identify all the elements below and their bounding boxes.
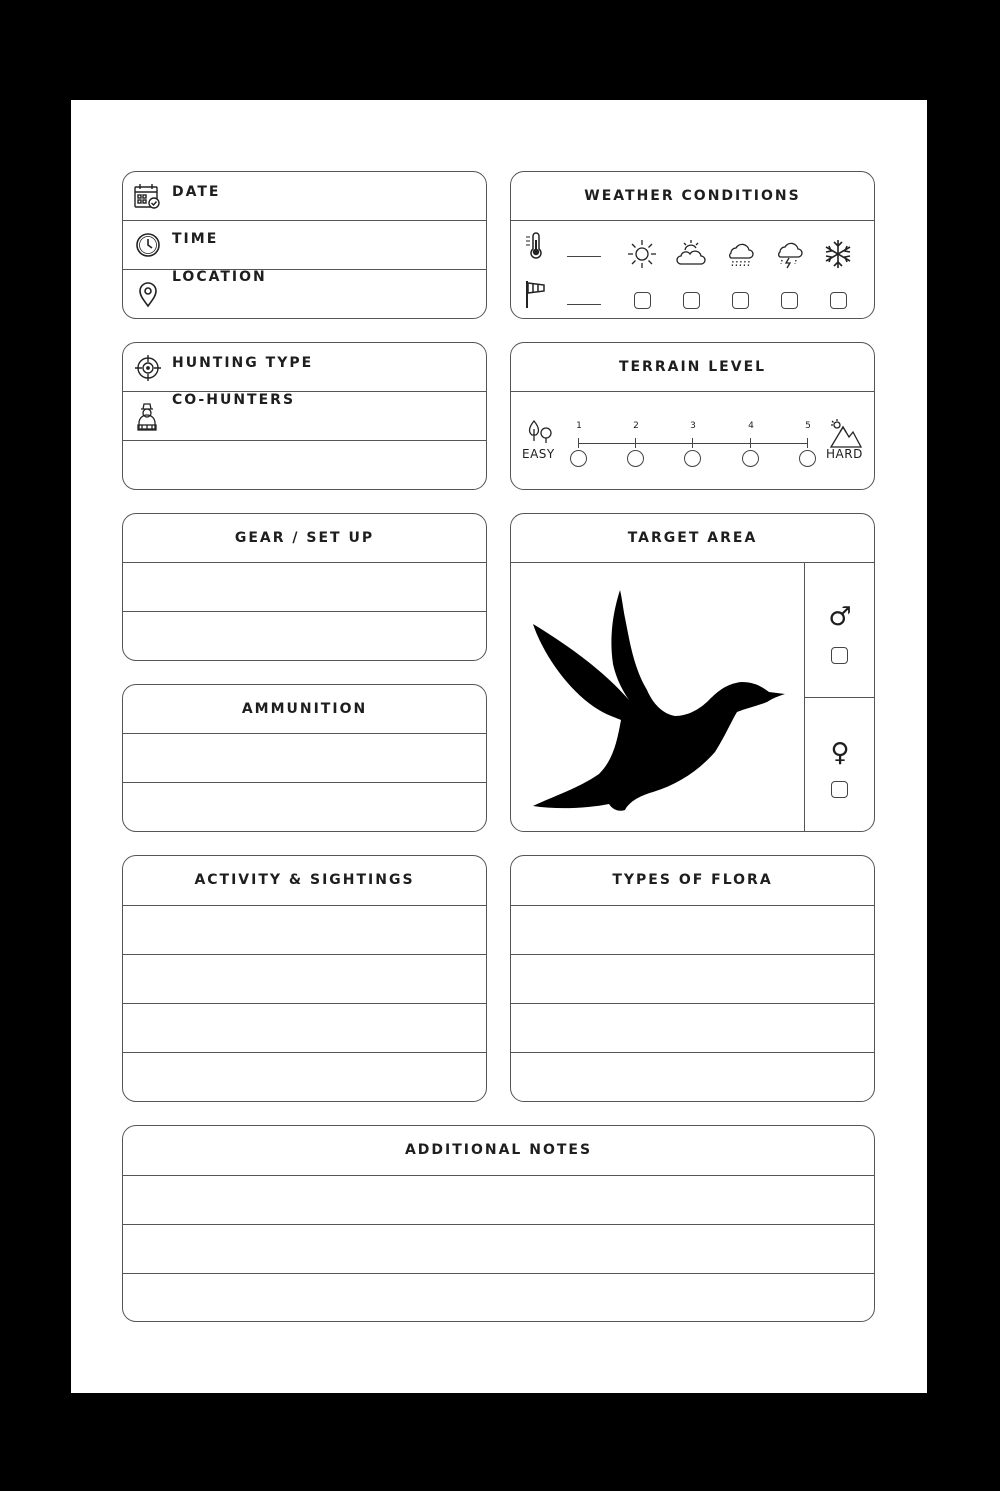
weather-conditions-box xyxy=(510,171,875,319)
wind-sock-icon xyxy=(523,279,549,309)
co-hunters-label: CO-HUNTERS xyxy=(172,392,296,408)
easy-label: EASY xyxy=(522,447,555,461)
scale-tick xyxy=(750,438,751,448)
crosshair-icon xyxy=(134,354,162,382)
hunting-type-label: HUNTING TYPE xyxy=(172,355,314,371)
target-title: TARGET AREA xyxy=(627,530,758,546)
divider xyxy=(123,1224,874,1225)
divider xyxy=(123,733,486,734)
male-checkbox[interactable] xyxy=(831,647,848,664)
ammunition-title: AMMUNITION xyxy=(241,701,368,717)
divider xyxy=(511,1003,874,1004)
hard-label: HARD xyxy=(826,447,863,461)
calendar-icon xyxy=(133,182,161,210)
clock-icon xyxy=(134,231,162,259)
divider xyxy=(511,905,874,906)
types-of-flora-box xyxy=(510,855,875,1102)
divider xyxy=(511,954,874,955)
date-label: DATE xyxy=(172,184,221,200)
divider xyxy=(123,1175,874,1176)
divider xyxy=(511,220,874,221)
activity-title: ACTIVITY & SIGHTINGS xyxy=(194,872,415,888)
snow-checkbox[interactable] xyxy=(830,292,847,309)
divider xyxy=(511,562,874,563)
partly-cloudy-icon xyxy=(675,238,707,270)
storm-checkbox[interactable] xyxy=(781,292,798,309)
level-1-radio[interactable] xyxy=(570,450,587,467)
scale-tick xyxy=(692,438,693,448)
snow-icon xyxy=(822,238,854,270)
sun-checkbox[interactable] xyxy=(634,292,651,309)
divider xyxy=(123,440,486,441)
ammunition-box xyxy=(122,684,487,832)
gear-setup-box xyxy=(122,513,487,661)
divider xyxy=(804,697,874,698)
additional-notes-box xyxy=(122,1125,875,1322)
wind-blank[interactable] xyxy=(567,304,601,305)
location-label: LOCATION xyxy=(172,269,267,285)
divider xyxy=(123,905,486,906)
target-area-box xyxy=(510,513,875,832)
divider xyxy=(123,1052,486,1053)
gear-title: GEAR / SET UP xyxy=(234,530,375,546)
divider xyxy=(123,954,486,955)
divider xyxy=(123,782,486,783)
mountain-icon xyxy=(829,419,863,449)
level-4-radio[interactable] xyxy=(742,450,759,467)
terrain-title: TERRAIN LEVEL xyxy=(618,359,767,375)
terrain-level-box xyxy=(510,342,875,490)
scale-tick xyxy=(807,438,808,448)
activity-sightings-box xyxy=(122,855,487,1102)
divider xyxy=(123,611,486,612)
trees-icon xyxy=(524,419,556,449)
divider xyxy=(511,1052,874,1053)
level-3-radio[interactable] xyxy=(684,450,701,467)
scale-tick xyxy=(635,438,636,448)
duck-silhouette-icon xyxy=(529,582,789,814)
hunting-type-box xyxy=(122,342,487,490)
rain-checkbox[interactable] xyxy=(732,292,749,309)
scale-tick xyxy=(578,438,579,448)
level-number: 4 xyxy=(748,421,754,431)
temperature-blank[interactable] xyxy=(567,256,601,257)
male-symbol-icon: ♂ xyxy=(828,602,852,632)
female-checkbox[interactable] xyxy=(831,781,848,798)
location-pin-icon xyxy=(134,280,162,308)
sun-icon xyxy=(626,238,658,270)
level-5-radio[interactable] xyxy=(799,450,816,467)
terrain-scale-line xyxy=(579,443,808,444)
flora-title: TYPES OF FLORA xyxy=(612,872,773,888)
date-time-location-box xyxy=(122,171,487,319)
hunter-icon xyxy=(134,401,160,433)
weather-title: WEATHER CONDITIONS xyxy=(584,188,801,204)
divider xyxy=(123,1273,874,1274)
divider xyxy=(123,1003,486,1004)
level-number: 3 xyxy=(690,421,696,431)
storm-icon xyxy=(773,238,805,270)
notes-title: ADDITIONAL NOTES xyxy=(404,1142,593,1158)
divider xyxy=(123,562,486,563)
partly-cloudy-checkbox[interactable] xyxy=(683,292,700,309)
level-number: 2 xyxy=(633,421,639,431)
female-symbol-icon: ♀ xyxy=(830,738,850,768)
time-label: TIME xyxy=(172,231,219,247)
divider xyxy=(123,220,486,221)
level-2-radio[interactable] xyxy=(627,450,644,467)
level-number: 1 xyxy=(576,421,582,431)
divider xyxy=(511,391,874,392)
rain-icon xyxy=(724,238,756,270)
thermometer-icon xyxy=(523,230,547,260)
level-number: 5 xyxy=(805,421,811,431)
